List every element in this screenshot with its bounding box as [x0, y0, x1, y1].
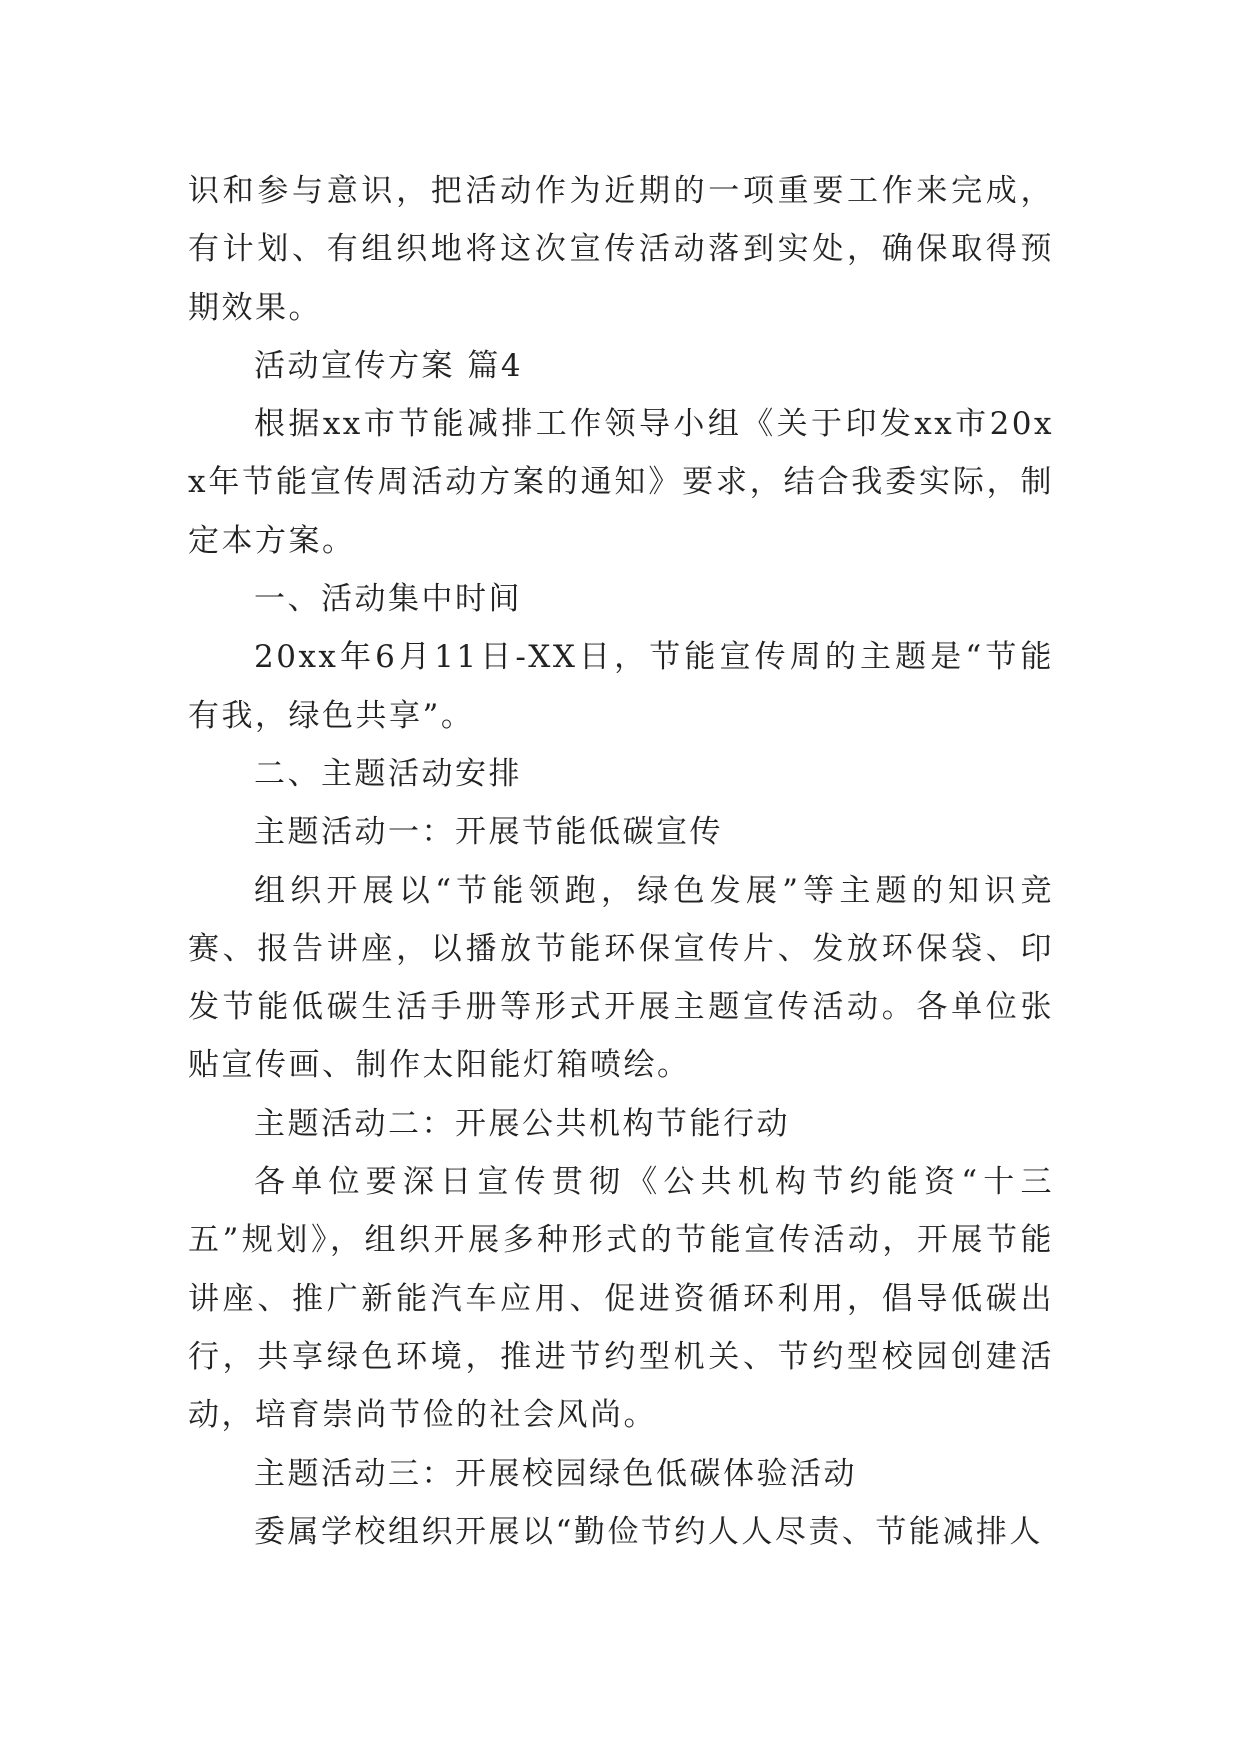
heading-theme-activities: 二、主题活动安排 — [254, 755, 522, 792]
paragraph-continuation: 识和参与意识，把活动作为近期的一项重要工作来完成，有计划、有组织地将这次宣传活动落到实处，确保取得预期效果。 — [188, 173, 1054, 326]
heading-theme-activity-1: 主题活动一：开展节能低碳宣传 — [254, 814, 723, 851]
heading-activity-time: 一、活动集中时间 — [254, 581, 522, 618]
document-body — [188, 162, 1054, 1561]
paragraph-theme-activity-1: 组织开展以“节能领跑，绿色发展”等主题的知识竞赛、报告讲座，以播放节能环保宣传片、发放环保袋、印发节能低碳生活手册等形式开展主题宣传活动。各单位张贴宣传画、制作太阳能灯箱喷绘。 — [188, 872, 1054, 1084]
paragraph-activity-time: 20xx年6月11日-XX日，节能宣传周的主题是“节能有我，绿色共享”。 — [188, 639, 1054, 734]
paragraph-intro: 根据xx市节能减排工作领导小组《关于印发xx市20xx年节能宣传周活动方案的通知》要求，结合我委实际，制定本方案。 — [188, 406, 1054, 559]
section-title: 活动宣传方案 篇4 — [254, 347, 524, 384]
paragraph-theme-activity-2: 各单位要深日宣传贯彻《公共机构节约能资“十三五”规划》，组织开展多种形式的节能宣传活动，开展节能讲座、推广新能汽车应用、促进资循环利用，倡导低碳出行，共享绿色环境，推进节约型机关、节约型校园创建活动，培育崇尚节俭的社会风尚。 — [188, 1164, 1054, 1434]
heading-theme-activity-3: 主题活动三：开展校园绿色低碳体验活动 — [254, 1455, 857, 1492]
heading-theme-activity-2: 主题活动二：开展公共机构节能行动 — [254, 1105, 790, 1142]
paragraph-theme-activity-3: 委属学校组织开展以“勤俭节约人人尽责、节能减排人 — [254, 1513, 1043, 1550]
